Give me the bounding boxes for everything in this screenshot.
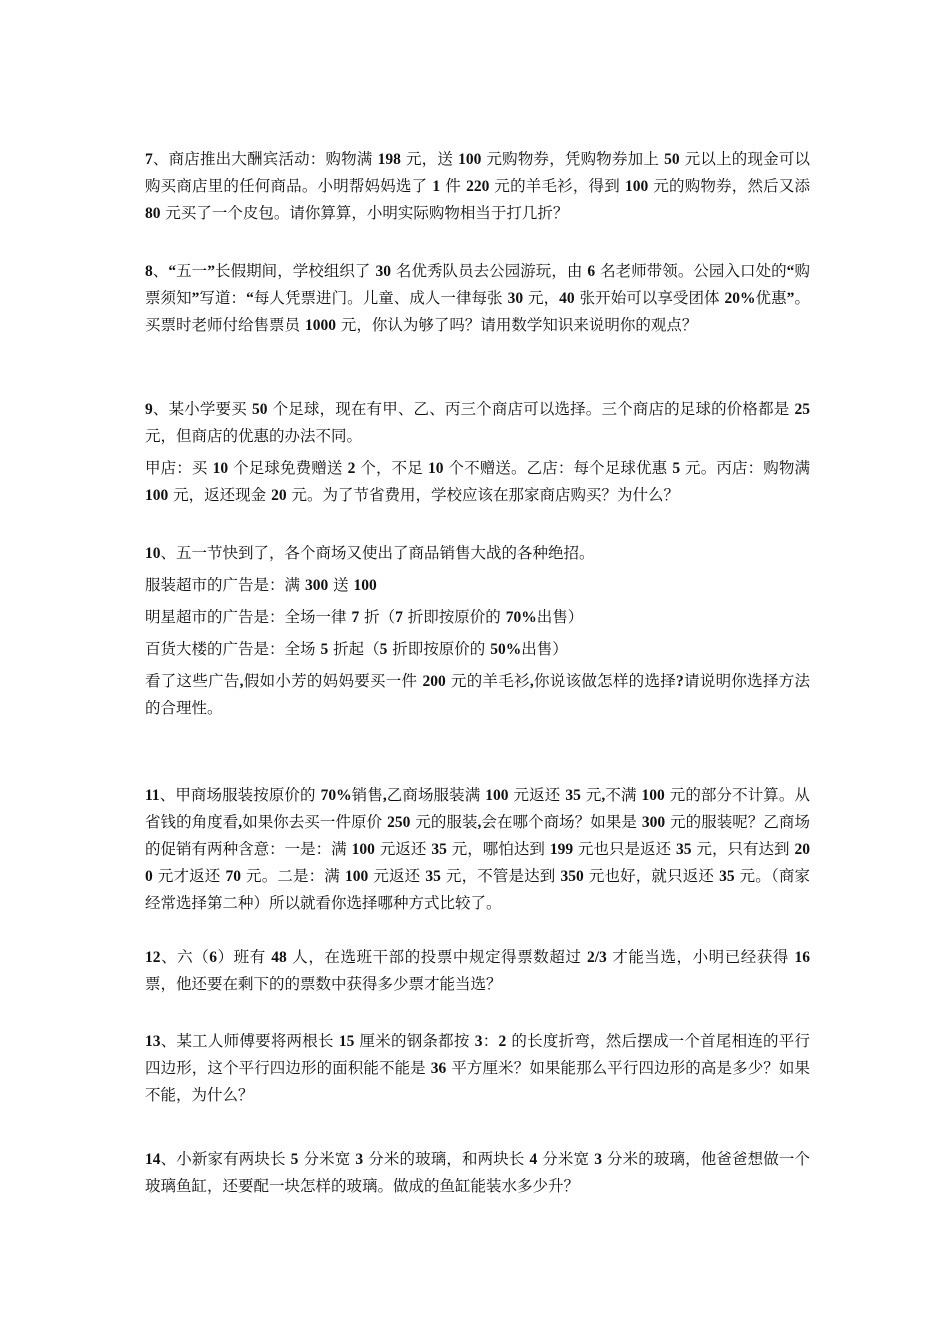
problem-13 — [145, 1028, 810, 1109]
problem-8-text: 8、“五一”长假期间，学校组织了 30 名优秀队员去公园游玩，由 6 名老师带领。公园入口处的“购票须知”写道：“每人凭票进门。儿童、成人一律每张 30 元，40 张开始可以享受团体 20%优惠”。买票时老师付给售票员 1000 元，你认为够了吗？请用数学知识来说明你的观点？ — [145, 262, 810, 334]
problem-12-text: 12、六（6）班有 48 人，在选班干部的投票中规定得票数超过 2/3 才能当选，小明已经获得 16 票，他还要在剩下的的票数中获得多少票才能当选？ — [145, 948, 810, 993]
problem-14 — [145, 1146, 810, 1200]
problem-10-question: 看了这些广告,假如小芳的妈妈要买一件 200 元的羊毛衫,你说该做怎样的选择?请说明你选择方法的合理性。 — [145, 672, 810, 717]
problem-10-text: 10、五一节快到了，各个商场又使出了商品销售大战的各种绝招。 — [145, 544, 595, 562]
problem-14-text: 14、小新家有两块长 5 分米宽 3 分米的玻璃，和两块长 4 分米宽 3 分米的玻璃，他爸爸想做一个玻璃鱼缸，还要配一块怎样的玻璃。做成的鱼缸能装水多少升？ — [145, 1150, 811, 1195]
problem-13-text: 13、某工人师傅要将两根长 15 厘米的钢条都按 3：2 的长度折弯，然后摆成一个首尾相连的平行四边形，这个平行四边形的面积能不能是 36 平方厘米？如果能那么平行四边形的高是多少？如果不能，为什么？ — [145, 1032, 811, 1104]
problem-9 — [145, 396, 810, 509]
problem-10-ad-clothing: 服装超市的广告是：满 300 送 100 — [145, 576, 377, 594]
problem-9-text: 9、某小学要买 50 个足球，现在有甲、乙、丙三个商店可以选择。三个商店的足球的价格都是 25 元，但商店的优惠的办法不同。 — [145, 400, 811, 445]
problem-10 — [145, 540, 810, 722]
problem-7-text: 7、商店推出大酬宾活动：购物满 198 元，送 100 元购物券，凭购物券加上 50 元以上的现金可以购买商店里的任何商品。小明帮妈妈选了 1 件 220 元的羊毛衫，得到 100 元的购物券，然后又添 80 元买了一个皮包。请你算算，小明实际购物相当于打几折？ — [145, 150, 811, 222]
problem-8 — [145, 258, 810, 339]
problem-10-ad-department: 百货大楼的广告是：全场 5 折起（5 折即按原价的 50%出售） — [145, 640, 568, 658]
problem-7 — [145, 146, 810, 227]
problem-11 — [145, 782, 810, 917]
problem-9-stores: 甲店：买 10 个足球免费赠送 2 个，不足 10 个不赠送。乙店：每个足球优惠 5 元。丙店：购物满 100 元，返还现金 20 元。为了节省费用，学校应该在那家商店购买？为什么？ — [145, 459, 810, 504]
problem-11-text: 11、甲商场服装按原价的 70%销售,乙商场服装满 100 元返还 35 元,不满 100 元的部分不计算。从省钱的角度看,如果你去买一件原价 250 元的服装,会在哪个商场？如果是 300 元的服装呢？乙商场的促销有两种含意：一是：满 100 元返还 35 元，哪怕达到 199 元也只是返还 35 元，只有达到 200 元才返还 70 元。二是：满 100 元返还 35 元，不管是达到 350 元也好，就只返还 35 元。（商家经常选择第二种）所以就看你选择哪种方式比较了。 — [145, 786, 811, 912]
problem-10-ad-star: 明星超市的广告是：全场一律 7 折（7 折即按原价的 70%出售） — [145, 608, 584, 626]
problem-12 — [145, 944, 810, 998]
